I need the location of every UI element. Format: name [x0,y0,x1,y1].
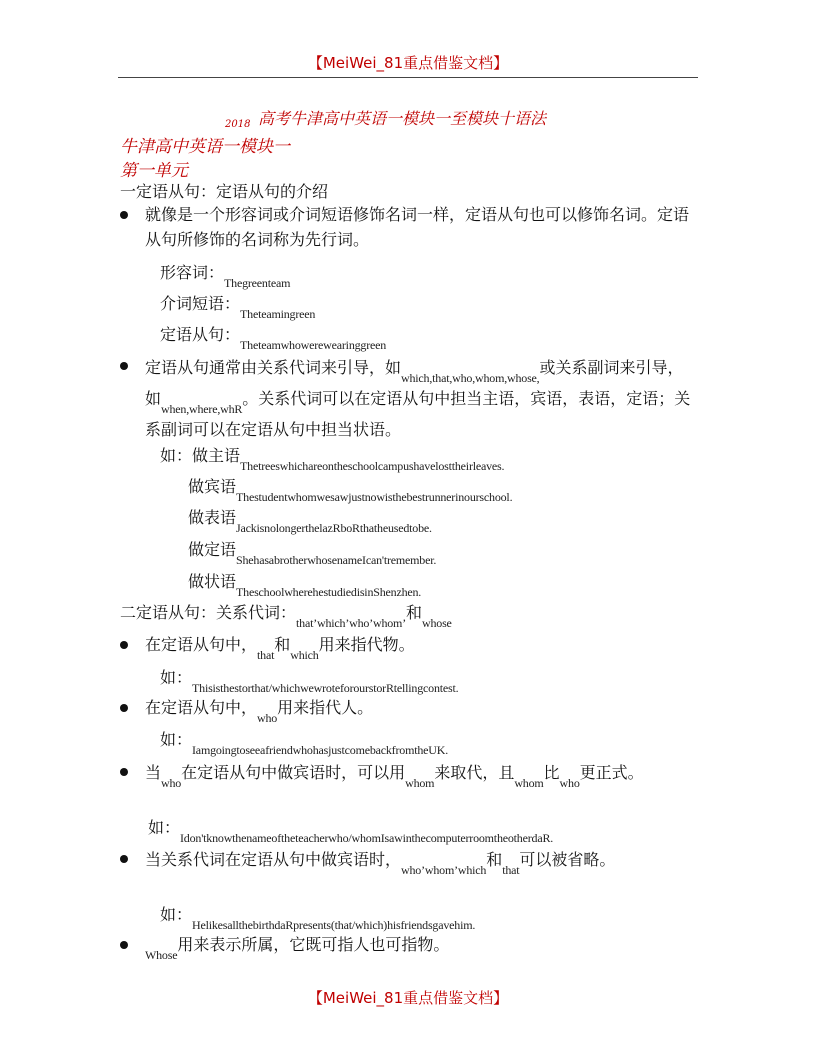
paragraph-text: 来取代，且 [434,763,515,782]
paragraph-text: 当关系代词在定语从句中做宾语时， [145,850,402,869]
paragraph-text: 更正式。 [579,763,644,782]
unit-heading: 第一单元 [120,161,188,181]
s2-bullet-paragraph-4 [145,846,698,875]
example-predicative [188,505,432,535]
paragraph-text: 或关系副词来引导，如 [145,358,684,408]
paragraph-text: 和 [486,850,503,869]
inline-english: whom [514,776,544,790]
example-attributive [188,537,437,567]
example-subject [160,443,505,473]
s2-bullet-paragraph-5 [145,932,698,962]
paragraph-text: 定语从句通常由关系代词来引导，如 [145,358,402,377]
example-text: Thetreeswhichareontheschoolcampushavelosttheirleaves. [240,459,505,473]
bullet-paragraph-2 [145,353,698,444]
inline-english: when,where,whR [161,402,243,416]
inline-english: who [257,711,278,725]
example-prefix: 如： [160,905,193,924]
inline-english: Whose [145,948,178,962]
example-label: 形容词： [160,263,225,282]
paragraph-text: 在定语从句中， [145,698,258,717]
paragraph-text: 当 [145,763,162,782]
example-label: 定语从句： [160,325,241,344]
inline-english: that [502,863,520,877]
bullet-dot [120,362,128,370]
s2-example-2 [160,727,448,757]
section-heading-1: 一定语从句：定语从句的介绍 [120,182,329,201]
example-text: Theteamingreen [240,307,316,321]
bullet-dot [120,704,128,712]
example-text: ShehasabrotherwhosenameIcan'tremember. [236,553,437,567]
inline-english: whose [422,616,452,630]
document-year: 2018 [225,119,251,130]
example-text: Theteamwhowerewearinggreen [240,338,387,352]
example-text: Thisisthestorthat/whichwewroteforourstorRtellingcontest. [192,681,459,695]
heading-text: 和 [406,603,423,622]
inline-english: who [161,776,182,790]
example-prefix: 如： [160,668,193,687]
bullet-dot [120,855,128,863]
example-text: IamgoingtoseeafriendwhohasjustcomebackfromtheUK. [192,743,448,757]
example-text: HelikesallthebirthdaRpresents(that/which)hisfriendsgavehim. [192,918,476,932]
inline-english: that [257,648,275,662]
s2-example-3 [148,815,554,845]
paragraph-text: 比 [543,763,560,782]
document-subtitle: 牛津高中英语一模块一 [120,137,290,157]
s2-bullet-paragraph-2 [145,695,698,725]
example-label: 做主语 [192,446,241,465]
example-clause [160,322,387,352]
example-adjective [160,260,291,290]
example-label: 做表语 [188,508,237,527]
inline-english: which,that,who,whom,whose, [401,371,540,385]
inline-english: which [290,648,319,662]
bullet-dot [120,941,128,949]
s2-bullet-paragraph-1 [145,632,698,662]
example-prefix: 如： [160,446,193,465]
bullet-paragraph-1: 就像是一个形容词或介词短语修饰名词一样，定语从句也可以修饰名词。定语从句所修饰的名词称为先行词。 [145,205,690,249]
paragraph-text: 在定语从句中做宾语时，可以用 [181,763,406,782]
s2-example-1 [160,665,459,695]
paragraph-text: 。关系代词可以在定语从句中担当主语，宾语，表语，定语；关系副词可以在定语从句中担当状语。 [145,389,691,439]
example-text: Thegreenteam [224,276,291,290]
paragraph-text: 用来指代人。 [277,698,374,717]
bullet-dot [120,768,128,776]
example-prepositional [160,291,316,321]
section-heading-2 [120,600,452,630]
inline-english: who [559,776,580,790]
bullet-dot [120,641,128,649]
paragraph-text: 用来指代物。 [318,635,415,654]
paragraph-text: 可以被省略。 [519,850,616,869]
example-label: 做定语 [188,540,237,559]
document-title: 高考牛津高中英语一模块一至模块十语法 [258,109,547,128]
page-header: 【MeiWei_81重点借鉴文档】 [307,54,509,72]
inline-english: whom [405,776,435,790]
example-label: 介词短语： [160,294,241,313]
header-divider [118,77,698,78]
paragraph-text: 用来表示所属，它既可指人也可指物。 [177,935,450,954]
inline-english: who’whom’which [401,863,487,877]
example-object [188,474,513,504]
s2-example-4 [160,902,476,932]
example-text: Idon'tknowthenameoftheteacherwho/whomIsawinthecomputerroomtheotherdaR. [180,831,554,845]
bullet-dot [120,211,128,219]
example-prefix: 如： [148,818,181,837]
heading-text: 二定语从句：关系代词： [120,603,297,622]
example-adverbial [188,569,422,599]
example-label: 做宾语 [188,477,237,496]
page-footer: 【MeiWei_81重点借鉴文档】 [307,989,509,1007]
s2-bullet-paragraph-3 [145,759,698,788]
example-label: 做状语 [188,572,237,591]
example-text: Thestudentwhomwesawjustnowisthebestrunnerinourschool. [236,490,513,504]
example-prefix: 如： [160,730,193,749]
paragraph-text: 和 [274,635,291,654]
paragraph-text: 在定语从句中， [145,635,258,654]
inline-english: that’which’who’whom’ [296,616,406,630]
example-text: JackisnolongerthelazRboRthatheusedtobe. [236,521,432,535]
example-text: TheschoolwherehestudiedisinShenzhen. [236,585,422,599]
